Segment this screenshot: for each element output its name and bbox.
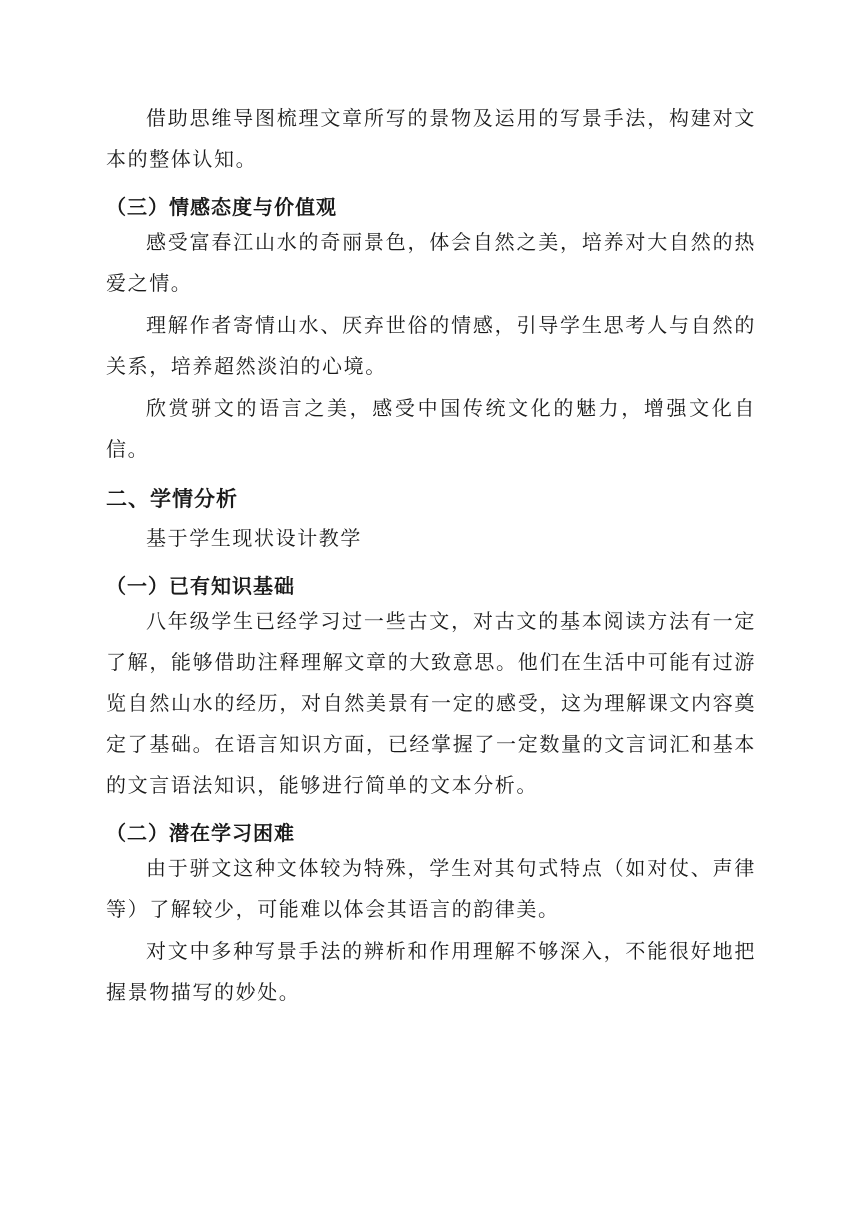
heading-potential-difficulties: （二）潜在学习困难 (106, 821, 295, 845)
document-page (106, 98, 756, 1014)
paragraph-techniques: 对文中多种写景手法的辨析和作用理解不够深入，不能很好地把握景物描写的妙处。 (106, 939, 756, 1004)
paragraph-mindmap: 借助思维导图梳理文章所写的景物及运用的写景手法，构建对文本的整体认知。 (106, 106, 756, 171)
paragraph-understand-author: 理解作者寄情山水、厌弃世俗的情感，引导学生思考人与自然的关系，培养超然淡泊的心境。 (106, 313, 756, 378)
heading-emotion-values: （三）情感态度与价值观 (106, 195, 337, 219)
paragraph-feel-scenery: 感受富春江山水的奇丽景色，体会自然之美，培养对大自然的热爱之情。 (106, 230, 756, 295)
heading-existing-knowledge: （一）已有知识基础 (106, 574, 295, 598)
paragraph-design-basis: 基于学生现状设计教学 (146, 526, 362, 550)
paragraph-appreciate-language: 欣赏骈文的语言之美，感受中国传统文化的魅力，增强文化自信。 (106, 396, 756, 461)
paragraph-knowledge-base: 八年级学生已经学习过一些古文，对古文的基本阅读方法有一定了解，能够借助注释理解文章的大致意思。他们在生活中可能有过游览自然山水的经历，对自然美景有一定的感受，这为理解课文内容奠定了基础。在语言知识方面，已经掌握了一定数量的文言词汇和基本的文言语法知识，能够进行简单的文本分析。 (106, 609, 756, 797)
heading-learner-analysis: 二、学情分析 (106, 487, 238, 511)
paragraph-parallel-prose: 由于骈文这种文体较为特殊，学生对其句式特点（如对仗、声律等）了解较少，可能难以体会其语言的韵律美。 (106, 856, 756, 921)
